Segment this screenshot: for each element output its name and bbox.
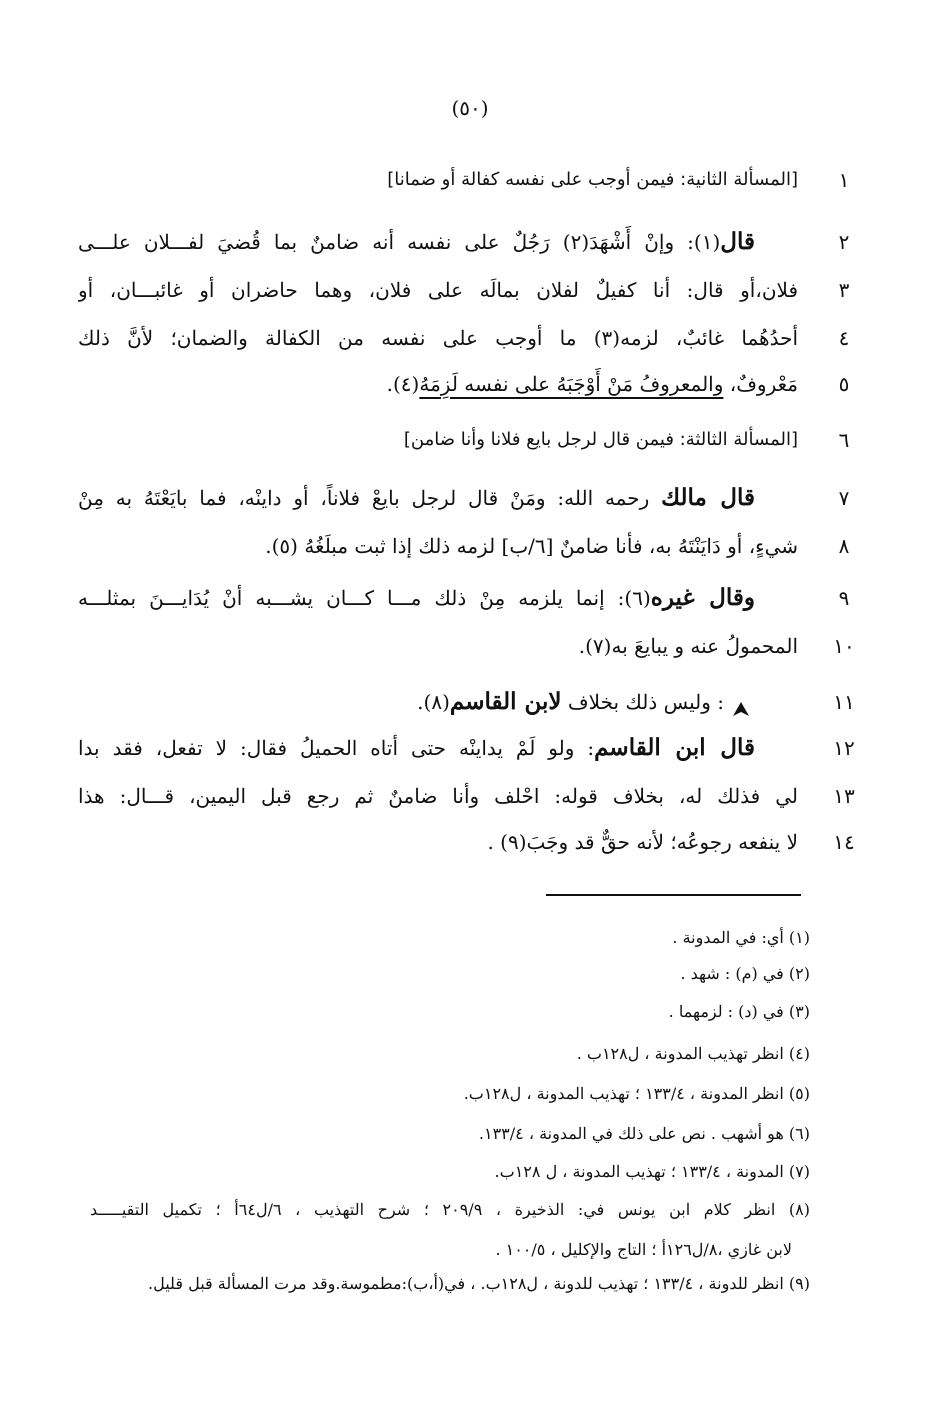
- line-text: أحدُهُما غائبٌ، لزمه(٣) ما أوجب على نفسه من الكفالة والضمان؛ لأنَّ ذلك: [78, 326, 798, 350]
- text-line: [0, 728, 940, 776]
- footnote: (٩) انظر للدونة ، ١٣٣/٤ ؛ تهذيب للدونة ، ل١٢٨ب. ، في(أ،ب):مطموسة.وقد مرت المسألة قبل قليل.: [148, 1274, 810, 1293]
- footnote: (١) أي: في المدونة .: [672, 928, 810, 947]
- line-number: ١٤: [833, 830, 855, 854]
- line-number: ٨: [838, 534, 850, 558]
- line-number: ١: [838, 168, 850, 192]
- footnote: (٢) في (م) : شهد .: [680, 964, 810, 983]
- line-text: مَعْروفٌ،: [723, 372, 798, 396]
- footnote: (٦) هو أشهب . نص على ذلك في المدونة ، ١٣٣/٤.: [478, 1124, 810, 1143]
- paragraph-line: [78, 222, 755, 262]
- line-text: لي فذلك له، بخلاف قوله: احْلف وأنا ضامنٌ ثم رجع قبل اليمين، قـــال: هذا: [78, 784, 798, 808]
- section-heading: [المسألة الثالثة: فيمن قال لرجل بايع فلانا وأنا ضامن]: [403, 429, 798, 450]
- text-line: [0, 526, 940, 574]
- speaker-label: قال: [720, 228, 755, 255]
- text-line: [0, 682, 940, 730]
- line-number: ٢: [838, 230, 850, 254]
- line-text: رحمه الله: ومَنْ قال لرجل بايعْ فلاناً، أو داينْه، فما بايَعْتَهُ به مِنْ: [78, 486, 662, 510]
- footnote: (٧) المدونة ، ١٣٣/٤ ؛ تهذيب المدونة ، ل ١٢٨ب.: [494, 1162, 810, 1181]
- footnote: (٣) في (د) : لزمهما .: [668, 1002, 810, 1021]
- section-heading: [المسألة الثانية: فيمن أوجب على نفسه كفالة أو ضمانا]: [387, 169, 798, 190]
- paragraph-line: [78, 364, 798, 404]
- text-line: [0, 626, 940, 674]
- paragraph-line: [78, 728, 755, 768]
- line-number: ٤: [838, 326, 850, 350]
- page-number: (٥٠): [451, 96, 489, 120]
- footnote-continuation: لابن غازي ،٨/ل١٢٦أ ؛ التاج والإكليل ، ١٠٠/٥ .: [495, 1240, 792, 1259]
- footnote-divider: [546, 894, 801, 896]
- paragraph-line: [78, 682, 750, 722]
- line-number: ١٣: [833, 784, 855, 808]
- line-text: (٦): إنما يلزمه مِنْ ذلك مـــا كـــان يشـــبه أنْ يُدَايـــنَ بمثلـــه: [78, 586, 651, 610]
- text-line: [0, 222, 940, 270]
- line-number: ٥: [838, 372, 850, 396]
- line-number: ١٢: [833, 736, 855, 760]
- speaker-label: قال ابن القاسم: [594, 734, 755, 761]
- text-line: [0, 160, 940, 208]
- text-line: [0, 270, 940, 318]
- line-text: لا ينفعه رجوعُه؛ لأنه حقٌّ قد وجَبَ(٩) .: [487, 830, 798, 854]
- text-line: [0, 420, 940, 468]
- text-line: [0, 318, 940, 366]
- text-line: [0, 478, 940, 526]
- line-number: ٩: [838, 586, 850, 610]
- line-number: ٣: [838, 278, 850, 302]
- line-number: ١٠: [833, 634, 855, 658]
- footnote: (٨) انظر كلام ابن يونس في: الذخيرة ، ٢٠٩/٩ ؛ شرح التهذيب ، ٦/ل٦٤أ ؛ تكميل التقيـــــد: [90, 1200, 810, 1219]
- footnote: (٤) انظر تهذيب المدونة ، ل١٢٨ب .: [576, 1044, 810, 1063]
- line-number: ٧: [838, 486, 850, 510]
- line-number: ١١: [833, 690, 855, 714]
- speaker-label: قال مالك: [661, 484, 755, 511]
- text-line: [0, 776, 940, 824]
- line-text: فلان،أو قال: أنا كفيلٌ لفلان بمالَه على فلان، وهما حاضران أو غائبـــان، أو: [78, 278, 798, 302]
- paragraph-line: [78, 478, 755, 518]
- footnote-ref: (٨).: [417, 690, 450, 714]
- footnote-ref: (٤).: [386, 372, 420, 396]
- line-text: شيءٍ، أو دَايَنْتَهُ به، فأنا ضامنٌ [٦/ب] لزمه ذلك إذا ثبت مبلَغُهُ (٥).: [265, 534, 798, 558]
- text-line: [0, 364, 940, 412]
- paragraph-line: [78, 578, 755, 618]
- text-line: [0, 578, 940, 626]
- line-text: : وليس ذلك بخلاف: [561, 690, 724, 714]
- speaker-label: لابن القاسم: [449, 688, 562, 715]
- underlined-text: والمعروفُ مَنْ أَوْجَبَهُ على نفسه لَزِمَهُ: [419, 372, 724, 396]
- line-text: (١): وإنْ أَشْهَدَ(٢) رَجُلٌ على نفسه أنه ضامنٌ بما قُضيَ لفـــلان علـــى: [78, 230, 721, 254]
- line-text: : ولو لَمْ يداينْه حتى أتاه الحميلُ فقال: لا تفعل، فقد بدا: [78, 736, 595, 760]
- text-line: [0, 822, 940, 870]
- emblem-icon: [732, 692, 750, 710]
- line-number: ٦: [838, 428, 850, 452]
- footnote: (٥) انظر المدونة ، ١٣٣/٤ ؛ تهذيب المدونة ، ل١٢٨ب.: [463, 1084, 810, 1103]
- speaker-label: وقال غيره: [650, 584, 755, 611]
- line-text: المحمولُ عنه و يبايعَ به(٧).: [578, 634, 798, 658]
